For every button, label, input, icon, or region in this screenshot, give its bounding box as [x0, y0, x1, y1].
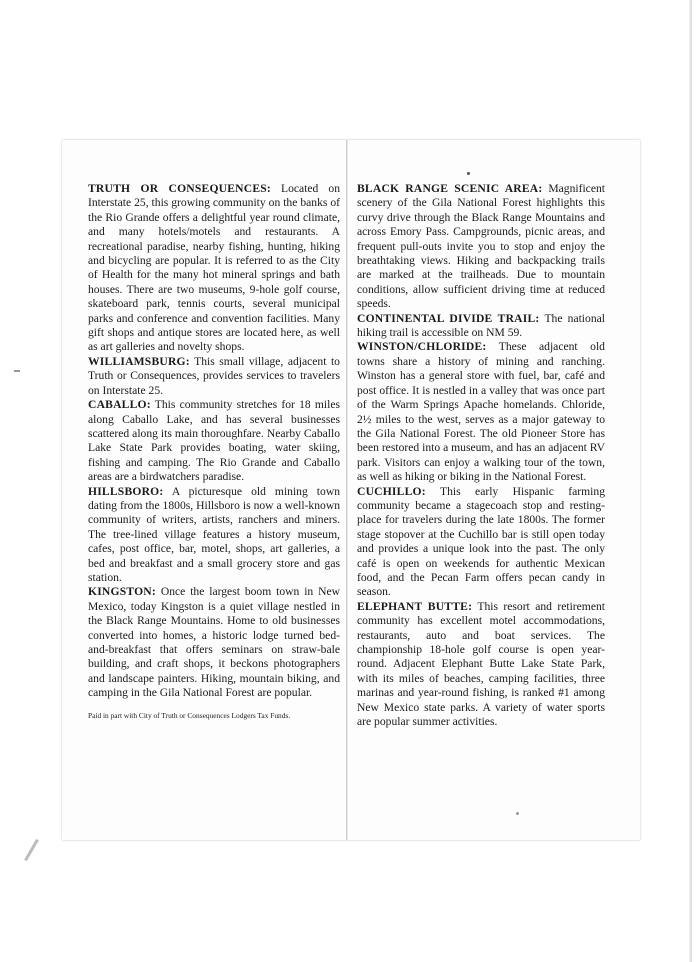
entry-black-range	[357, 182, 605, 312]
scan-speck	[14, 370, 20, 372]
entry-continental-divide	[357, 312, 605, 341]
page-fold	[346, 140, 348, 840]
entry-williamsburg	[88, 355, 340, 398]
entry-text: Located on Interstate 25, this growing community on the banks of the Rio Grande offers a delightful year round climate, and many hotels/motels and restaurants. A recreational paradise, nearby fishing, hunting, hiking and bicycling are popular. It is referred to as the City of Health for the many hot mineral springs and bath houses. There are two museums, 9-hole golf course, skateboard park, tennis courts, several municipal parks and conference and convention facilities. Many gift shops and antique stores are located here, as well as art galleries and novelty shops.	[88, 182, 340, 354]
entry-heading: BLACK RANGE SCENIC AREA:	[357, 182, 543, 195]
entry-caballo	[88, 398, 340, 484]
entry-heading: CABALLO:	[88, 398, 151, 412]
entry-hillsboro	[88, 485, 340, 586]
entry-heading: TRUTH OR CONSEQUENCES:	[88, 182, 271, 195]
entry-truth-or-consequences	[88, 182, 340, 355]
entry-text: This community stretches for 18 miles along Caballo Lake, and has several businesses scattered along its main thoroughfare. Nearby Caballo Lake State Park provides boating, water skiing, fishing and camping. The Rio Grande and Caballo areas are a birdwatchers paradise.	[88, 398, 340, 484]
entry-heading: KINGSTON:	[88, 585, 156, 599]
entry-winston-chloride	[357, 340, 605, 484]
entry-text: Magnificent scenery of the Gila National Forest highlights this curvy drive through the Black Range Mountains and across Emory Pass. Campgrounds, picnic areas, and frequent pull-outs invite you to stop and enjoy the breathtaking views. Hiking and backpacking trails are marked at the trailheads. Due to mountain conditions, allow sufficient driving time at reduced speeds.	[357, 182, 605, 311]
left-column	[88, 182, 340, 721]
entry-text: This small village, adjacent to Truth or Consequences, provides services to travelers on Interstate 25.	[88, 354, 340, 397]
entry-heading: HILLSBORO:	[88, 484, 164, 498]
entry-text: The national hiking trail is accessible on NM 59.	[357, 311, 605, 340]
scan-speck	[467, 172, 470, 175]
entry-text: This resort and retirement community has excellent motel accommodations, restaurants, auto and boat services. The championship 18-hole golf course is open year-round. Adjacent Elephant Butte Lake State Park, with its miles of beaches, camping facilities, three marinas and year-round fishing, is ranked #1 among New Mexico state parks. A variety of water sports are popular summer activities.	[357, 599, 605, 729]
entry-heading: WILLIAMSBURG:	[88, 354, 190, 368]
funding-note: Paid in part with City of Truth or Consequences Lodgers Tax Funds.	[88, 710, 291, 720]
entry-elephant-butte	[357, 600, 605, 730]
scan-speck	[516, 812, 519, 815]
scanner-edge	[689, 0, 692, 962]
entry-text: A picturesque old mining town dating from the 1800s, Hillsboro is now a well-known community of writers, artists, ranchers and miners. The tree-lined village features a history museum, cafes, post office, bar, motel, shops, art galleries, a bed and breakfast and a small grocery store and gas station.	[88, 484, 340, 584]
entry-kingston	[88, 585, 340, 700]
entry-heading: WINSTON/CHLORIDE:	[357, 340, 487, 354]
entry-heading: CUCHILLO:	[357, 484, 426, 498]
entry-text: These adjacent old towns share a history of mining and ranching. Winston has a general store with fuel, bar, café and post office. It is nestled in a valley that was once part of the Warm Springs Apache homelands. Chloride, 2½ miles to the west, serves as a major gateway to the Gila National Forest. The old Pioneer Store has been restored into a museum, and has an adjacent RV park. Visitors can enjoy a walking tour of the town, as well as hiking or biking in the National Forest.	[357, 340, 605, 484]
scan-streak	[24, 839, 39, 861]
entry-heading: CONTINENTAL DIVIDE TRAIL:	[357, 311, 540, 325]
right-column	[357, 182, 605, 729]
entry-heading: ELEPHANT BUTTE:	[357, 599, 473, 613]
entry-text: This early Hispanic farming community became a stagecoach stop and resting-place for travelers during the late 1800s. The former stage stopover at the Cuchillo bar is still open today and provides a unique look into the past. The only café is open on weekends for authentic Mexican food, and the Pecan Farm offers pecan candy in season.	[357, 484, 605, 599]
entry-text: Once the largest boom town in New Mexico, today Kingston is a quiet village nestled in the Black Range Mountains. Home to old businesses converted into homes, a historic lodge turned bed-and-breakfast that offers seminars on straw-bale building, and craft shops, it beckons photographers and landscape painters. Hiking, mountain biking, and camping in the Gila National Forest are popular.	[88, 585, 340, 700]
entry-cuchillo	[357, 485, 605, 600]
